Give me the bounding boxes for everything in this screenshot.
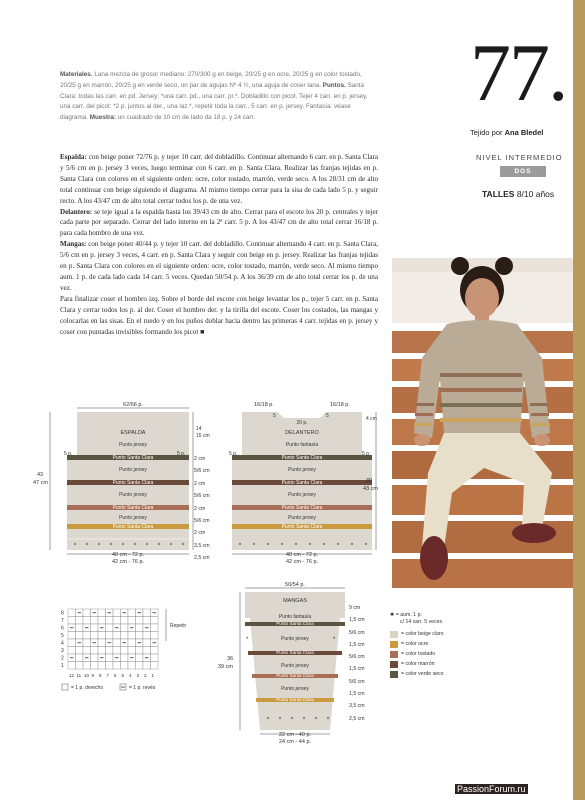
- materials-block: [60, 70, 375, 124]
- back-label: Espalda:: [60, 153, 87, 161]
- label-jersey: Punto jersey: [119, 492, 147, 498]
- chart-cell: [113, 632, 121, 640]
- label-santa-clara: Punto Santa Clara: [281, 480, 323, 486]
- chart-cell: [143, 617, 151, 625]
- chart-col-number: 7: [106, 673, 110, 678]
- color-swatch: [390, 651, 398, 658]
- chart-cell: [151, 617, 159, 625]
- increase-legend-2: c/ 14 carr. 5 veces: [400, 619, 443, 625]
- delantero-diagram: [226, 398, 386, 563]
- chart-cell: [128, 647, 136, 655]
- chart-cell: [83, 647, 91, 655]
- chart-col-number: 11: [76, 673, 82, 678]
- chart-cell: [98, 632, 106, 640]
- chart-cell: [68, 647, 76, 655]
- legend-item: [390, 639, 500, 649]
- chart-cell: [83, 662, 91, 670]
- chart-repeat: Repetir: [170, 623, 187, 629]
- pattern-number: 77.: [470, 27, 567, 118]
- color-swatch: [390, 631, 398, 638]
- chart-cell: [106, 662, 114, 670]
- mangas-bottom-1: 22 cm - 40 p.: [278, 732, 312, 738]
- measure: 3,5 cm: [194, 542, 210, 549]
- needles-badge: DOS AGUJAS: [500, 166, 546, 177]
- chart-cell: [128, 617, 136, 625]
- chart-cell: [151, 647, 159, 655]
- chart-cell: [151, 632, 159, 640]
- label-santa-clara: Punto Santa Clara: [112, 455, 154, 461]
- espalda-height-1: 43: [37, 472, 44, 478]
- label-jersey: Punto jersey: [281, 636, 309, 642]
- chart-row-number: 5: [61, 633, 64, 639]
- increase-legend: [390, 612, 500, 619]
- points-label: Puntos.: [322, 81, 346, 89]
- chart-row-number: 2: [61, 655, 64, 662]
- sleeves-label: Mangas:: [60, 240, 87, 249]
- gold-side-bar: [573, 0, 585, 800]
- chart-cell: [91, 647, 99, 655]
- chart-cell: [76, 662, 84, 670]
- chart-cell: [151, 654, 159, 662]
- measure: 5/6 cm: [194, 493, 210, 500]
- materials-label: Materiales.: [60, 71, 93, 78]
- legend-item: [390, 629, 500, 639]
- chart-cell: [128, 662, 136, 670]
- chart-cell: [76, 617, 84, 625]
- chart-cell: [68, 639, 76, 647]
- chart-cell: [113, 639, 121, 647]
- chart-cell: [76, 624, 84, 632]
- delantero-bottom-1: 40 cm - 72 p.: [285, 552, 319, 558]
- chart-cell: [113, 609, 121, 617]
- chart-col-number: 5: [121, 673, 125, 678]
- stitch-chart: [58, 605, 198, 697]
- chart-col-number: 12: [69, 673, 75, 678]
- chart-col-number: 1: [151, 673, 155, 678]
- espalda-top-right-2: 15 cm: [196, 433, 210, 439]
- chart-cell: [68, 632, 76, 640]
- delantero-title: DELANTERO: [285, 430, 319, 436]
- chart-row-number: 4: [61, 640, 64, 647]
- chart-cell: [98, 609, 106, 617]
- label-jersey: Punto jersey: [288, 492, 316, 498]
- measure: 2,5 cm: [194, 555, 210, 562]
- legend-item: [390, 649, 500, 659]
- espalda-bottom-1: 40 cm - 72 p.: [111, 552, 145, 558]
- chart-cell: [121, 654, 129, 662]
- label-santa-clara: Punto Santa Clara: [276, 650, 314, 655]
- espalda-top-width: 62/66 p.: [123, 402, 143, 408]
- chart-cell: [136, 647, 144, 655]
- chart-col-number: 9: [91, 673, 95, 678]
- chart-cell: [121, 617, 129, 625]
- chart-col-number: 4: [129, 673, 132, 678]
- legend-label: = color tostado: [401, 651, 436, 657]
- chart-cell: [128, 632, 136, 640]
- label-santa-clara: Punto Santa Clara: [281, 505, 323, 511]
- increase-legend-1: = aum. 1 p.: [395, 612, 422, 618]
- label-santa-clara: Punto Santa Clara: [281, 455, 323, 461]
- mangas-bottom-2: 24 cm - 44 p.: [278, 739, 312, 745]
- measure: 2 cm: [194, 505, 206, 512]
- front-text: se teje igual a la espalda hasta los 39/43 cm de alto. Cerrar para el escote los 20 p. centrales y tejer cada parte por separado. Cerrar del lado interno en la 2ª carr. 5 p. A los 43/47 cm de alto total cerrar 16/18 p. para cada hombro de una vez.: [60, 207, 378, 238]
- measure: 5/6 cm: [194, 468, 210, 475]
- chart-cell: [76, 632, 84, 640]
- measure: 2 cm: [194, 480, 206, 487]
- label-jersey: Punto jersey: [288, 515, 316, 521]
- neck-side-left: 5: [273, 413, 276, 419]
- measure: 1,5 cm: [349, 617, 365, 624]
- chart-cell: [83, 632, 91, 640]
- chart-cell: [151, 662, 159, 670]
- points-text: Santa Clara: todas las carr. en pd. Jersey: *una carr. pd., una carr. pr.*. Dobladillo con picot. Tejer 4 carr. en p. jersey, una carr. del picot: *2 p. juntos al der., una laz.*, repetir toda la carr., 5 carr. en p. jersey. Fantasía: véase diagrama.: [60, 81, 368, 122]
- measure: 2 cm: [194, 456, 206, 462]
- byline-prefix: Tejido por: [470, 128, 503, 137]
- mangas-top-width: 50/54 p.: [285, 582, 305, 588]
- label-jersey: Punto jersey: [281, 663, 309, 669]
- label-jersey: Punto jersey: [288, 467, 316, 473]
- armhole-right: 5 p.: [177, 451, 186, 457]
- chart-col-number: 8: [99, 673, 102, 678]
- increase-star-left: *: [246, 637, 249, 643]
- neck-center: 20 p.: [296, 420, 308, 426]
- armhole-left: 5 p.: [229, 451, 238, 457]
- chart-col-number: 10: [84, 673, 90, 678]
- mangas-measures: [349, 602, 381, 725]
- label-fantasia: Punto fantasía: [278, 614, 312, 620]
- chart-cell: [106, 632, 114, 640]
- chart-cell: [143, 662, 151, 670]
- chart-row-number: 8: [61, 610, 64, 617]
- measure: 1,5 cm: [349, 691, 365, 698]
- chart-cell: [91, 624, 99, 632]
- increase-star-right: *: [333, 637, 336, 643]
- chart-cell: [106, 654, 114, 662]
- chart-cell: [98, 639, 106, 647]
- star-icon: ✱: [390, 612, 395, 618]
- label-jersey: Punto jersey: [119, 515, 147, 521]
- chart-cell: [113, 617, 121, 625]
- legend-item: [390, 669, 500, 679]
- chart-cell: [91, 654, 99, 662]
- measure: 9 cm: [349, 605, 361, 611]
- legend-label: = color beige claro: [401, 631, 444, 637]
- chart-cell: [68, 617, 76, 625]
- model-photo: [392, 228, 573, 588]
- chart-cell: [98, 662, 106, 670]
- espalda-measures: [194, 453, 226, 565]
- label-santa-clara: Punto Santa Clara: [276, 673, 314, 678]
- designer-credit: [470, 128, 543, 137]
- sizes: [482, 189, 554, 199]
- end-square-icon: ■: [200, 327, 205, 336]
- chart-cell: [106, 647, 114, 655]
- legend-label: = color marrón: [401, 661, 435, 667]
- delantero-height-1: 39: [366, 478, 373, 484]
- espalda-title: ESPALDA: [120, 430, 146, 436]
- legend-item: [390, 659, 500, 669]
- chart-cell: [68, 662, 76, 670]
- legend-label: = color verde seco: [401, 671, 444, 677]
- chart-cell: [136, 617, 144, 625]
- chart-cell: [143, 609, 151, 617]
- label-jersey: Punto jersey: [281, 686, 309, 692]
- chart-cell: [91, 662, 99, 670]
- chart-row-number: 1: [61, 663, 64, 669]
- measure: 5/6 cm: [349, 629, 365, 636]
- chart-cell: [98, 647, 106, 655]
- watermark: PassionForum.ru: [457, 784, 526, 794]
- measure: 1,5 cm: [349, 666, 365, 673]
- chart-cell: [98, 617, 106, 625]
- knit-legend-icon: [62, 684, 68, 690]
- chart-cell: [143, 647, 151, 655]
- measure: 3,5 cm: [349, 703, 365, 710]
- measure: 5/6 cm: [349, 654, 365, 661]
- chart-cell: [121, 662, 129, 670]
- chart-col-number: 3: [136, 673, 140, 678]
- espalda-height-2: 47 cm: [33, 480, 48, 486]
- label-santa-clara: Punto Santa Clara: [112, 480, 154, 486]
- espalda-top-right-1: 14: [196, 426, 202, 432]
- chart-cell: [68, 609, 76, 617]
- label-jersey: Punto jersey: [119, 442, 147, 448]
- legend-label: = color ocre: [401, 641, 429, 647]
- measure: 1,5 cm: [349, 641, 365, 648]
- measure: 5/6 cm: [194, 518, 210, 525]
- label-santa-clara: Punto Santa Clara: [276, 621, 314, 626]
- chart-cell: [91, 632, 99, 640]
- chart-col-number: 6: [114, 673, 117, 678]
- chart-cell: [76, 654, 84, 662]
- espalda-bottom-2: 42 cm - 76 p.: [111, 559, 145, 565]
- shoulder-left: 16/18 p.: [254, 402, 274, 408]
- front-label: Delantero:: [60, 207, 93, 216]
- chart-cell: [128, 639, 136, 647]
- chart-cell: [136, 654, 144, 662]
- back-text: con beige poner 72/76 p. y tejer 10 carr. del dobladillo. Continuar alternando 6 carr. en p. Santa Clara y 5/6 cm en p. jersey 3 veces, luego terminar con 6 carr. en p. Santa Clara. Realizar las franjas tejidas en p. Santa Clara con colores en el siguiente orden: ocre, color tostado, marrón, verde seco. A los 28/31 cm de alto total continuar con beige siguiendo el diagrama. Al mismo tiempo cerrar para la sisa de cada lado 5 p. y seguir recto. A los 43/47 cm de alto total cerrar todos los p. de una vez.: [60, 153, 379, 205]
- measure: 2,5 cm: [349, 715, 365, 722]
- chart-row-number: 3: [61, 648, 64, 654]
- mangas-title: MANGAS: [283, 598, 307, 604]
- chart-legend-purl: = 1 p. revés: [129, 685, 156, 691]
- chart-cell: [76, 647, 84, 655]
- label-santa-clara: Punto Santa Clara: [112, 524, 154, 530]
- shoulder-right: 16/18 p.: [330, 402, 350, 408]
- label-jersey: Punto jersey: [119, 467, 147, 473]
- label-santa-clara: Punto Santa Clara: [276, 697, 314, 702]
- neck-side-right: 5: [326, 413, 329, 419]
- armhole-right: 5 p.: [362, 451, 371, 457]
- label-santa-clara: Punto Santa Clara: [112, 505, 154, 511]
- designer-name: Ana Bledel: [504, 128, 544, 137]
- measure: 5/6 cm: [349, 678, 365, 685]
- color-swatch: [390, 641, 398, 648]
- chart-cell: [83, 639, 91, 647]
- label-fantasia: Punto fantasía: [285, 442, 319, 448]
- armhole-left: 5 p.: [64, 451, 73, 457]
- chart-legend-knit: = 1 p. derecho: [71, 685, 104, 691]
- finish-text: Para finalizar coser el hombro izq. Sobre el borde del escote con beige levantar los p., tejer 5 carr. en p. Santa Clara y cerrar todos los p. al der. Coser el hombro der. y la tirilla del escote. Coser los costados, las mangas y colocarlas en las sisas. En el ruedo y en los puños doblar hacia dentro las primeras 4 carr. tejidas en p. jersey y coser con puntadas invisibles formando los picot: [60, 294, 378, 336]
- chart-cell: [121, 632, 129, 640]
- sizes-value: 8/10 años: [516, 189, 555, 199]
- chart-cell: [83, 609, 91, 617]
- chart-cell: [143, 632, 151, 640]
- sample-text: un cuadrado de 10 cm de lado da 18 p. y 24 carr.: [117, 114, 255, 122]
- measure: 2 cm: [194, 530, 206, 537]
- sizes-label: TALLES: [482, 189, 515, 199]
- chart-cell: [151, 624, 159, 632]
- chart-cell: [136, 624, 144, 632]
- chart-cell: [128, 609, 136, 617]
- mangas-height-1: 36: [227, 656, 234, 662]
- chart-cell: [143, 639, 151, 647]
- delantero-height-2: 43 cm: [363, 486, 378, 492]
- instructions-block: [60, 152, 378, 337]
- chart-cell: [113, 662, 121, 670]
- chart-row-number: 6: [61, 625, 64, 632]
- chart-cell: [136, 632, 144, 640]
- delantero-top-right: 4 cm: [366, 416, 377, 422]
- chart-cell: [83, 617, 91, 625]
- chart-col-number: 2: [144, 673, 147, 678]
- color-swatch: [390, 671, 398, 678]
- color-swatch: [390, 661, 398, 668]
- level-label: NIVEL INTERMEDIO: [476, 153, 563, 162]
- chart-cell: [113, 647, 121, 655]
- chart-cell: [121, 647, 129, 655]
- chart-cell: [136, 662, 144, 670]
- mangas-height-2: 39 cm: [218, 664, 233, 670]
- materials-text: Lana mezcla de grosor mediano: 270/300 g en beige, 20/25 g en ocre, 20/25 g en color tostado, 20/25 g en marrón, 20/25 g en verde seco, un par de agujas Nº 4 ½, una aguja de coser lana.: [60, 71, 362, 89]
- sample-label: Muestra:: [89, 114, 117, 122]
- chart-cell: [91, 617, 99, 625]
- sleeves-text: con beige poner 40/44 p. y tejer 10 carr. del dobladillo. Continuar alternando 4 carr. en p. Santa Clara, 5/6 cm en p. jersey 3 veces, 4 carr. en p. Santa Clara y seguir con beige en p. jersey. Realizar las franjas tejidas en p. Santa Clara con colores en el siguiente orden: ocre, color tostado, marrón, verde seco. Al mismo tiempo aum. 1 p. de cada lado cada 14 carr. 5 veces. Quedan 50/54 p. A los 36/39 cm de alto total cerrar los p. de una vez.: [60, 240, 378, 292]
- delantero-bottom-2: 42 cm - 76 p.: [285, 559, 319, 565]
- chart-cell: [121, 624, 129, 632]
- label-santa-clara: Punto Santa Clara: [281, 524, 323, 530]
- chart-cell: [106, 617, 114, 625]
- chart-row-number: 7: [61, 618, 64, 624]
- chart-cell: [106, 624, 114, 632]
- color-legend: [390, 612, 500, 679]
